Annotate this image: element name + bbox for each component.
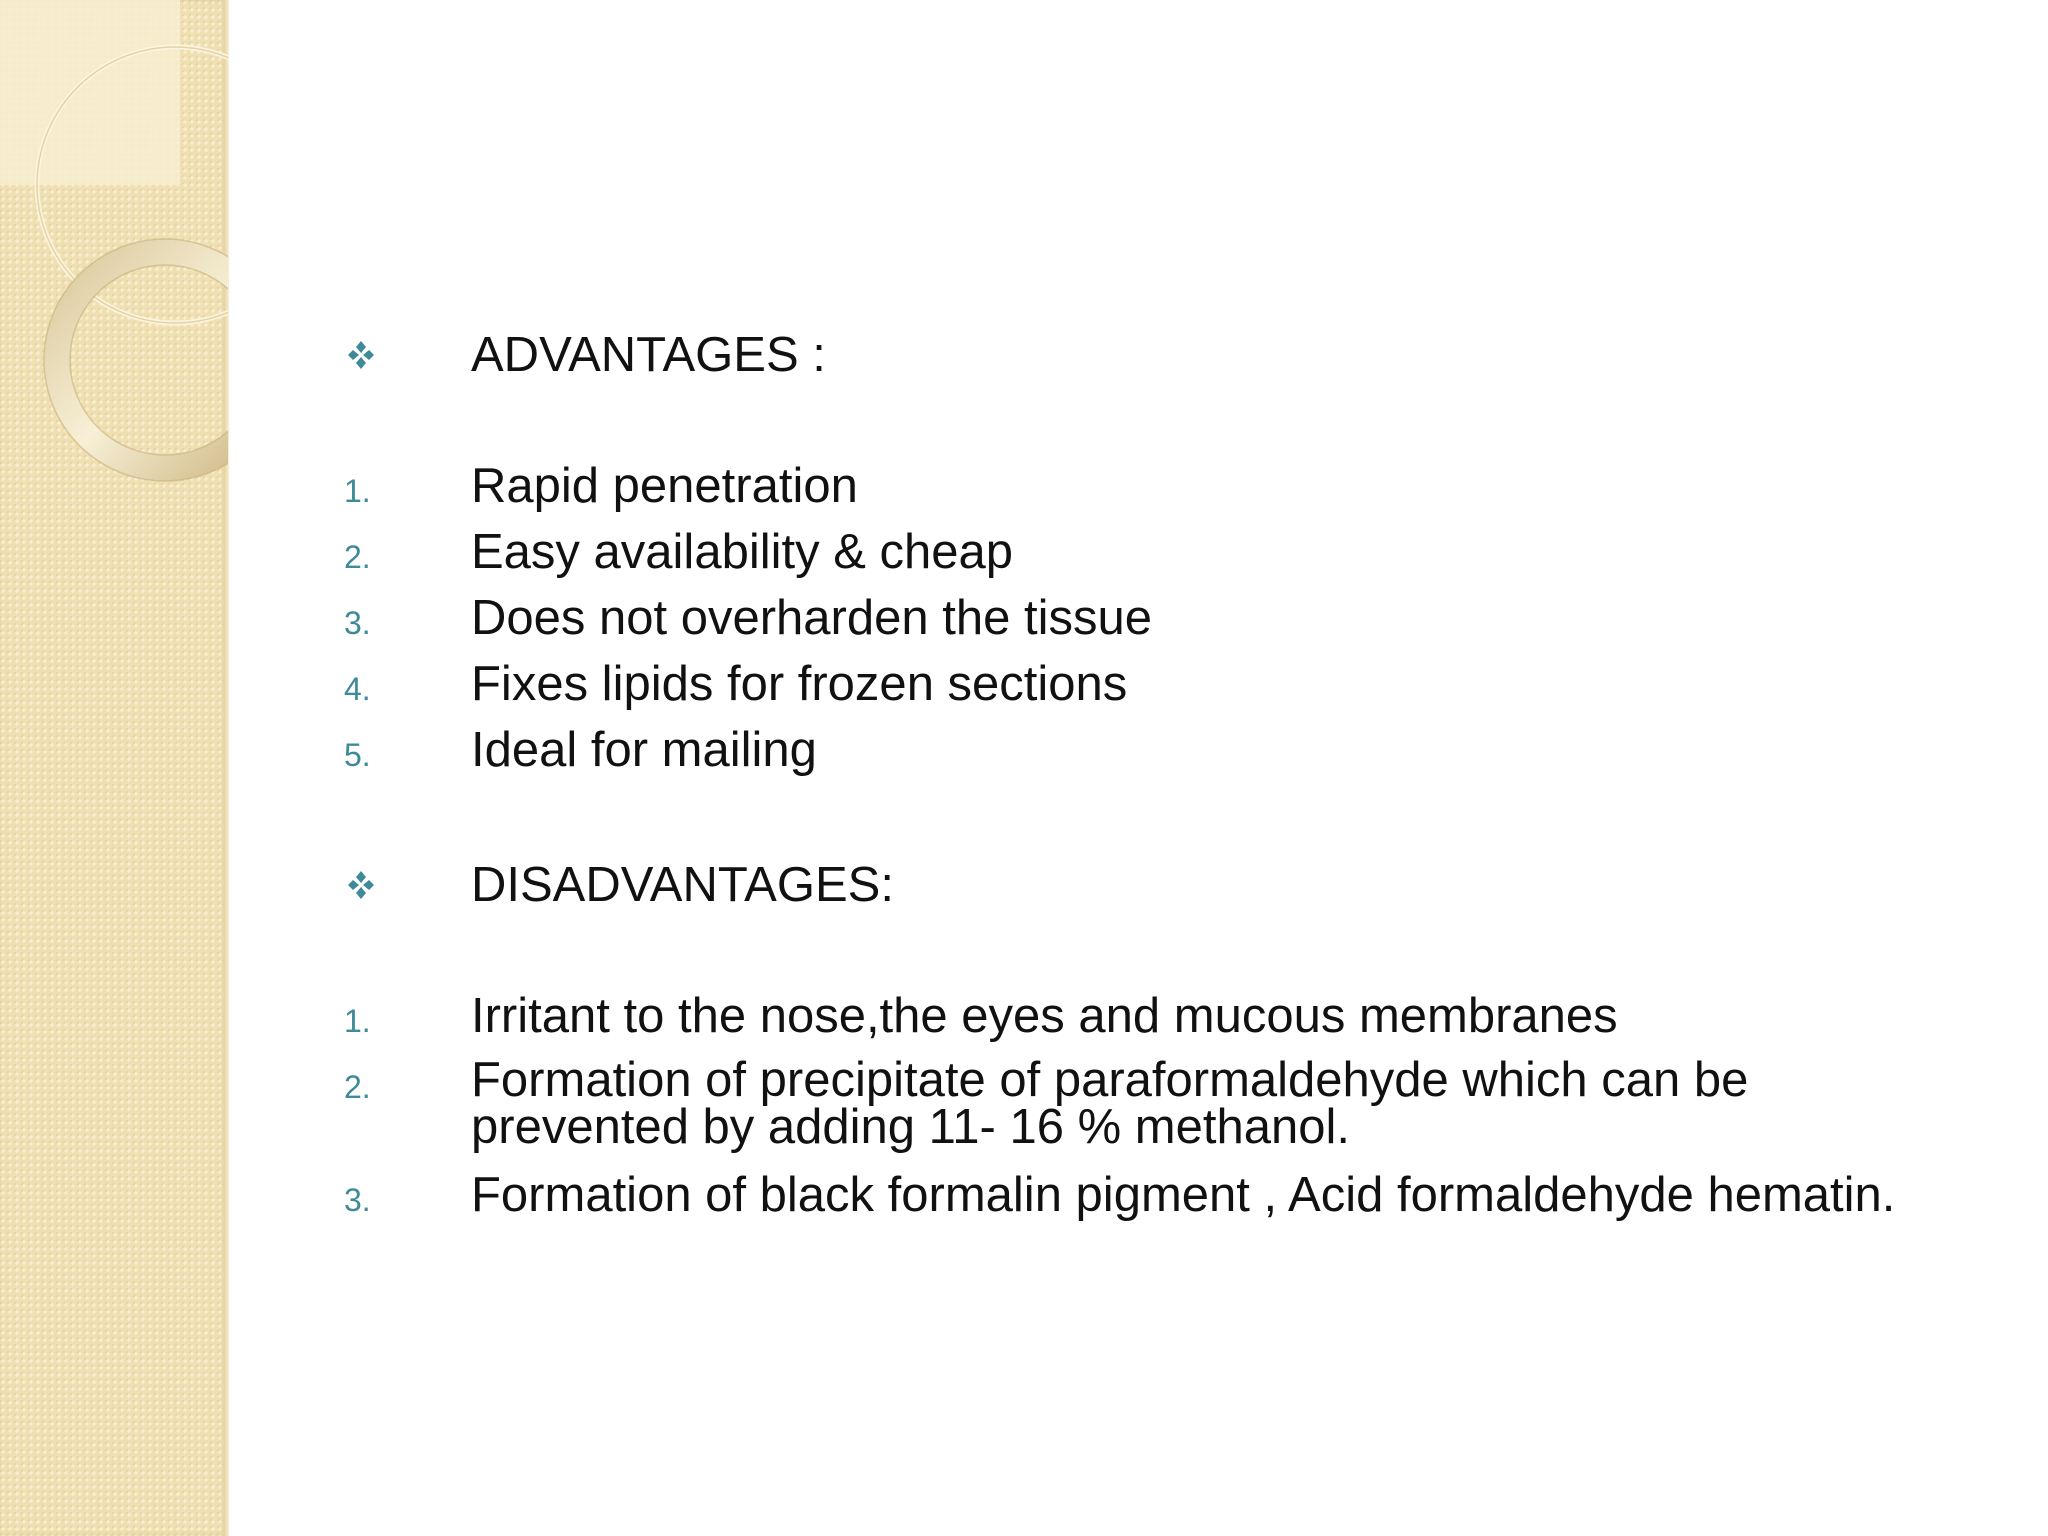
item-text: Formation of precipitate of paraformaldehyde which can be prevented by adding 11- 16 % methanol. <box>471 1053 1749 1154</box>
item-number: 3. <box>344 605 371 641</box>
item-number: 4. <box>344 671 371 707</box>
item-text: Ideal for mailing <box>471 723 817 777</box>
item-text: Easy availability & cheap <box>471 525 1014 579</box>
item-text: Formation of black formalin pigment , Acid formaldehyde hematin. <box>471 1168 1896 1222</box>
item-text: Irritant to the nose,the eyes and mucous membranes <box>471 989 1618 1043</box>
item-text: Does not overharden the tissue <box>471 591 1152 645</box>
disadvantages-heading: DISADVANTAGES: <box>471 858 894 912</box>
item-text: Fixes lipids for frozen sections <box>471 657 1128 711</box>
four-diamond-bullet-icon <box>344 338 378 372</box>
item-number: 2. <box>344 1069 371 1105</box>
item-number: 2. <box>344 539 371 575</box>
item-number: 5. <box>344 737 371 773</box>
four-diamond-bullet-icon <box>344 868 378 902</box>
item-number: 1. <box>344 1003 371 1039</box>
advantages-heading: ADVANTAGES : <box>471 328 826 382</box>
item-number: 3. <box>344 1182 371 1218</box>
item-text: Rapid penetration <box>471 459 858 513</box>
item-number: 1. <box>344 473 371 509</box>
